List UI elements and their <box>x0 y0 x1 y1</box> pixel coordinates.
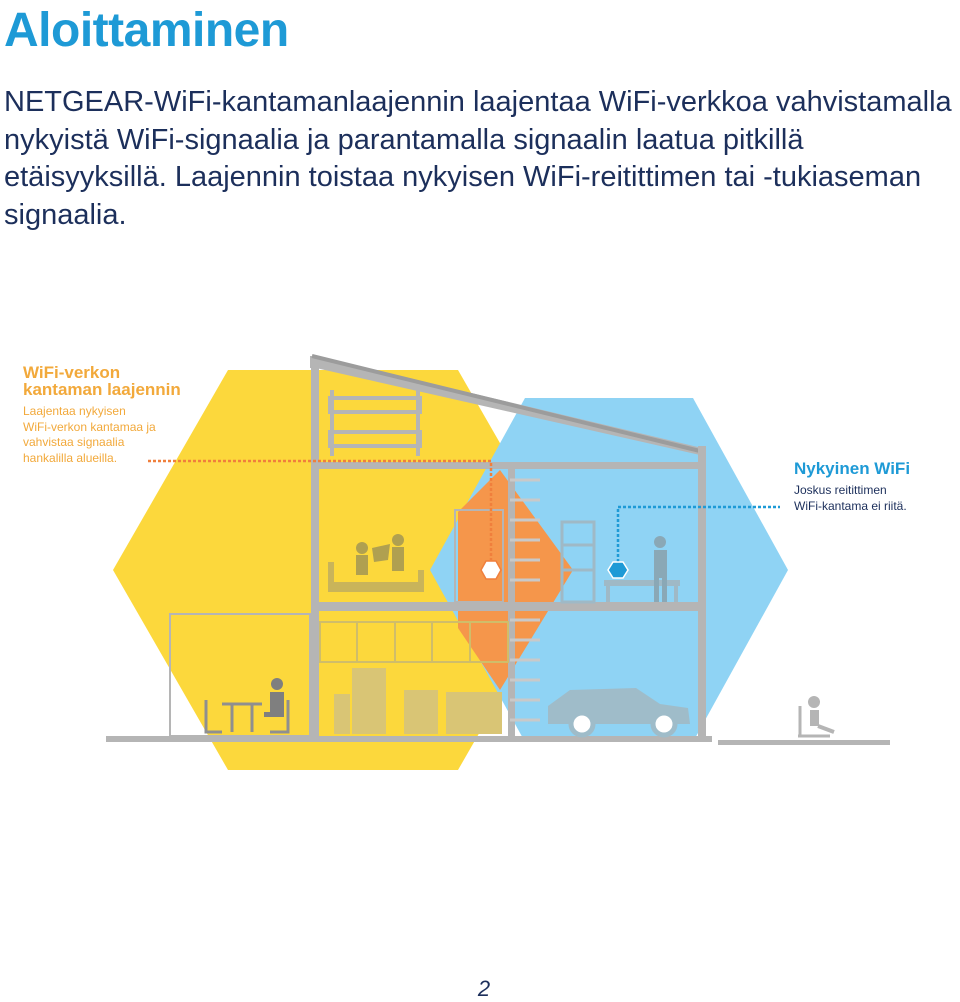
page-number: 2 <box>477 976 491 1001</box>
extender-callout-body <box>23 404 223 466</box>
router-device-icon <box>608 562 628 578</box>
current-wifi-body <box>794 483 960 514</box>
current-wifi-title: Nykyinen WiFi <box>794 459 911 478</box>
extender-callout <box>23 364 223 466</box>
desk <box>604 580 680 586</box>
page-title: Aloittaminen <box>4 4 289 57</box>
intro-paragraph: NETGEAR-WiFi-kantamanlaajennin laajentaa WiFi-verkkoa vahvistamalla nykyistä WiFi-signaalia ja parantamalla signaalin laatua pitkillä etäisyyksillä. Laajennin toistaa nykyisen WiFi-reitittimen tai -tukiaseman signaalia. <box>4 86 952 231</box>
extender-body-line4: hankalilla alueilla. <box>23 450 118 465</box>
extender-body-line3: vahvistaa signaalia <box>23 435 125 449</box>
extender-body-line2: WiFi-verkon kantamaa ja <box>23 419 156 434</box>
current-wifi-callout <box>794 459 960 514</box>
current-body-line1: Joskus reitittimen <box>794 483 887 497</box>
current-body-line2: WiFi-kantama ei riitä. <box>794 498 907 513</box>
extender-title-line1: WiFi-verkon <box>23 363 121 382</box>
street-line <box>718 740 890 745</box>
extender-callout-title <box>23 364 223 398</box>
right-building-wall <box>698 446 706 742</box>
extender-device-icon <box>481 561 501 579</box>
second-floor <box>316 602 706 611</box>
attic-floor <box>316 462 706 469</box>
extender-body-line1: Laajentaa nykyisen <box>23 404 126 418</box>
extender-title-line2: kantaman laajennin <box>23 380 181 399</box>
left-building-wall <box>311 364 319 742</box>
scooter-child-figure <box>798 696 834 736</box>
